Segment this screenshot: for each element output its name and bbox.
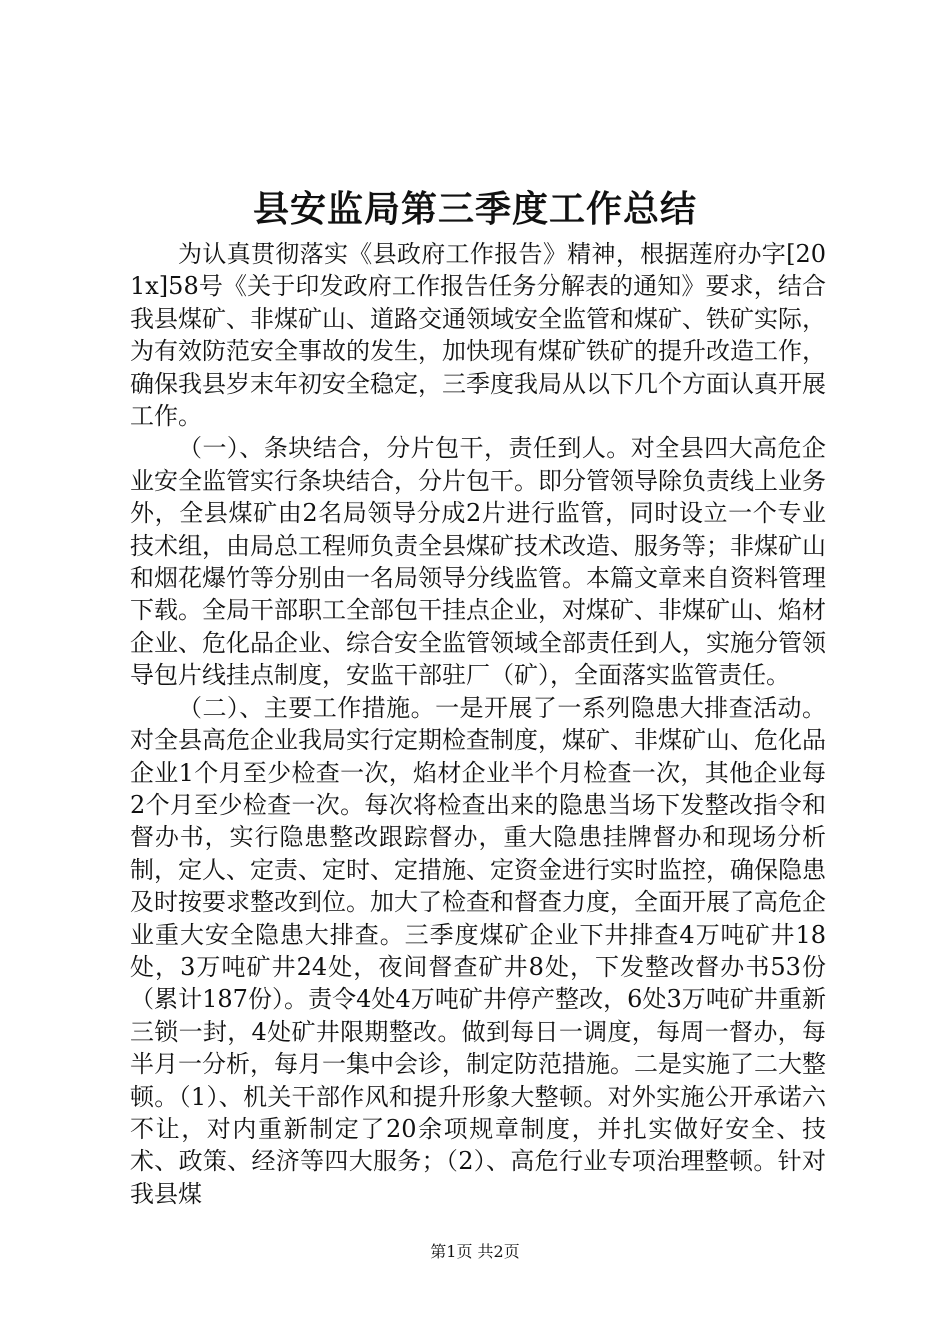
paragraph-section-2: （二）、主要工作措施。一是开展了一系列隐患大排查活动。对全县高危企业我局实行定期检查制度，煤矿、非煤矿山、危化品企业1个月至少检查一次，焰材企业半个月检查一次，其他企业每2个月至少检查一次。每次将检查出来的隐患当场下发整改指令和督办书，实行隐患整改跟踪督办，重大隐患挂牌督办和现场分析制，定人、定责、定时、定措施、定资金进行实时监控，确保隐患及时按要求整改到位。加大了检查和督查力度，全面开展了高危企业重大安全隐患大排查。三季度煤矿企业下井排查4万吨矿井18处，3万吨矿井24处，夜间督查矿井8处，下发整改督办书53份（累计187份）。责令4处4万吨矿井停产整改，6处3万吨矿井重新三锁一封，4处矿井限期整改。做到每日一调度，每周一督办，每半月一分析，每月一集中会诊，制定防范措施。二是实施了二大整顿。（1）、机关干部作风和提升形象大整顿。对外实施公开承诺六不让，对内重新制定了20余项规章制度，并扎实做好安全、技术、政策、经济等四大服务；（2）、高危行业专项治理整顿。针对我县煤 [130, 693, 826, 1208]
document-title: 县安监局第三季度工作总结 [252, 188, 697, 230]
document-body [130, 238, 826, 1210]
paragraph-section-1: （一）、条块结合，分片包干，责任到人。对全县四大高危企业安全监管实行条块结合，分片包干。即分管领导除负责线上业务外，全县煤矿由2名局领导分成2片进行监管，同时设立一个专业技术组，由局总工程师负责全县煤矿技术改造、服务等；非煤矿山和烟花爆竹等分别由一名局领导分线监管。本篇文章来自资料管理下载。全局干部职工全部包干挂点企业，对煤矿、非煤矿山、焰材企业、危化品企业、综合安全监管领域全部责任到人，实施分管领导包片线挂点制度，安监干部驻厂（矿），全面落实监管责任。 [130, 434, 826, 690]
paragraph-intro: 为认真贯彻落实《县政府工作报告》精神，根据莲府办字[201x]58号《关于印发政府工作报告任务分解表的通知》要求，结合我县煤矿、非煤矿山、道路交通领域安全监管和煤矿、铁矿实际，为有效防范安全事故的发生，加快现有煤矿铁矿的提升改造工作，确保我县岁末年初安全稳定，三季度我局从以下几个方面认真开展工作。 [130, 240, 826, 431]
page-footer: 第1页 共2页 [430, 1242, 520, 1261]
